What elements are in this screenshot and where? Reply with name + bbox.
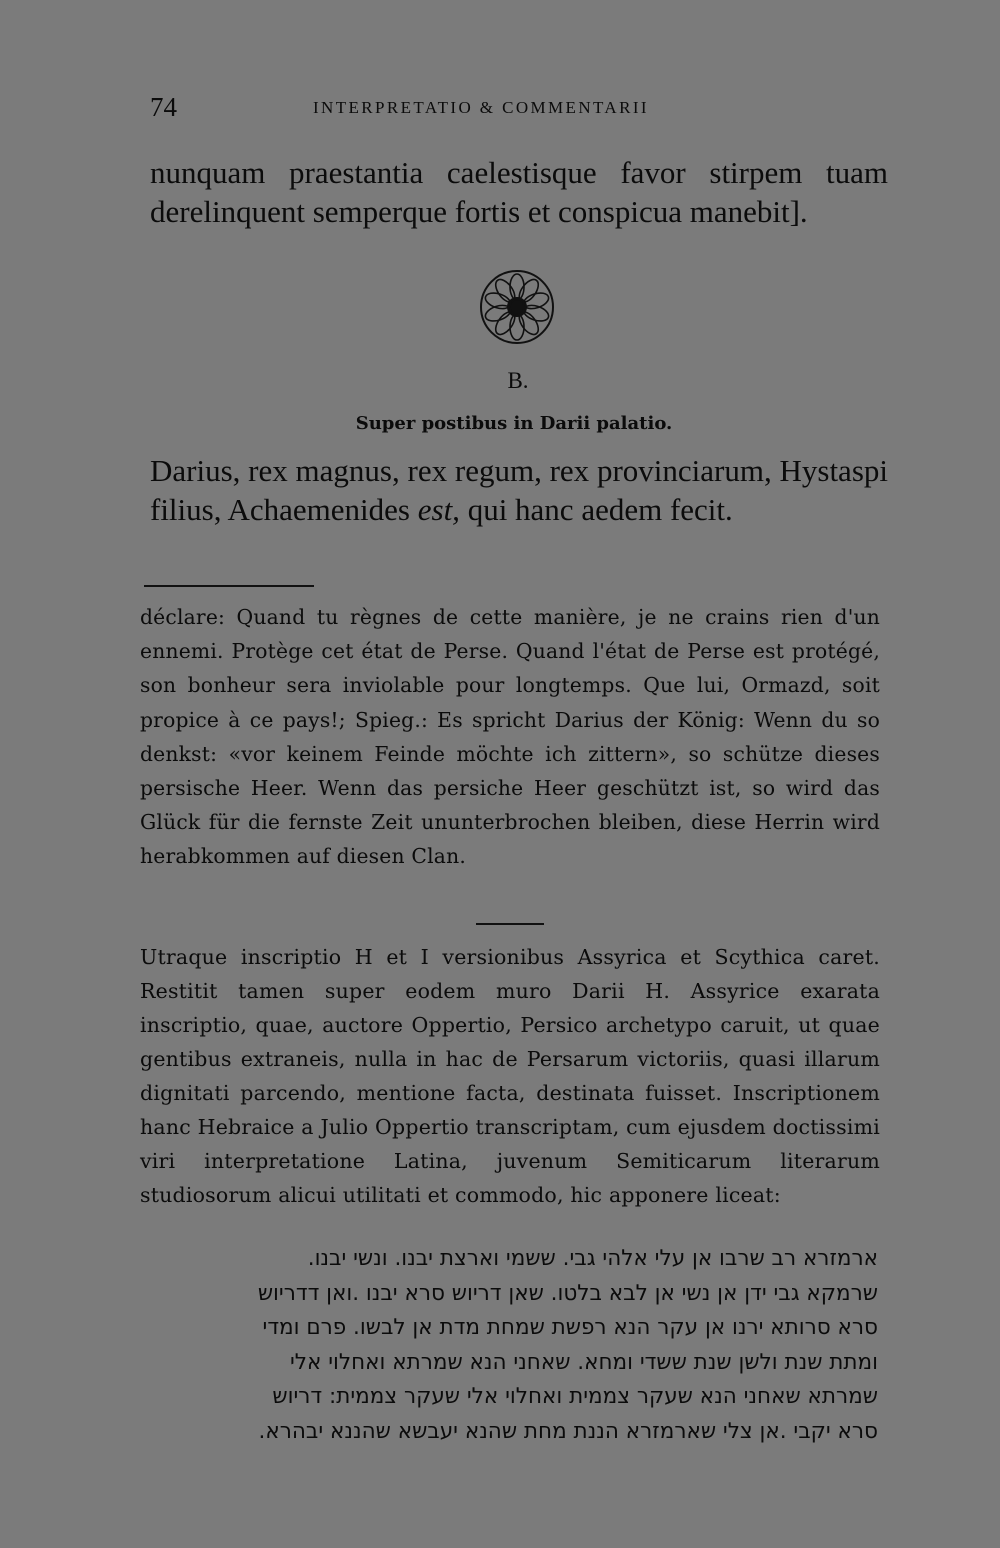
inscription-text-pre: Darius, rex magnus, rex regum, rex provinciarum, Hystaspi filius, Achaemenides — [150, 453, 888, 527]
inscription-text-post: qui hanc aedem fecit. — [459, 491, 733, 527]
section-divider — [476, 923, 544, 925]
running-head: INTERPRETATIO & COMMENTARII — [313, 98, 649, 117]
page-number: 74 — [150, 92, 177, 122]
hebrew-line: ומתת שנת ולשן שנת ששדי ומחא. שאחני הנא שמרתא ואחלוי אלי — [289, 1349, 878, 1375]
hebrew-line: שמרתא שאחני הנא שעקר צממית ואחלוי אלי שעקר צממית: דריוש — [272, 1384, 878, 1409]
page-header — [150, 92, 885, 132]
commentary-paragraph: Utraque inscriptio H et I versionibus Assyrica et Scythica caret. Restitit tamen super eodem muro Darii H. Assyrice exarata inscriptio, quae, auctore Oppertio, Persico archetypo caruit, ut quae gentibus extraneis, nulla in hac de Persarum victoriis, quasi illarum dignitati parcendo, mentione facta, destinata fuisset. Inscriptionem hanc Hebraice a Julio Oppertio transcriptam, cum ejusdem doctissimi viri interpretatione Latina, juvenum Semiticarum literarum studiosorum alicui utilitati et commodo, hic apponere liceat: — [140, 945, 880, 1207]
section-title: Super postibus in Darii palatio. — [355, 413, 673, 434]
footnote-paragraph: déclare: Quand tu règnes de cette manière, je ne crains rien d'un ennemi. Protège cet état de Perse. Quand l'état de Perse est protégé, son bonheur sera inviolable pour longtemps. Que lui, Ormazd, soit propice à ce pays!; Spieg.: Es spricht Darius der König: Wenn du so denkst: «vor keinem Feinde möchte ich zittern», so schütze dieses persische Heer. Wenn das persiche Heer geschützt ist, so wird das Glück für die fernste Zeit ununterbrochen bleiben, diese Herrin wird herabkommen auf diesen Clan. — [140, 605, 880, 869]
inscription-translation — [150, 452, 888, 529]
footnote-rule — [144, 585, 314, 587]
section-letter: B. — [507, 368, 529, 393]
hebrew-line: ארמזרא רב שרבו אן עלי אלהי גבי. ששמי וארצת יבנו. ונשי יבנו. — [307, 1246, 878, 1271]
rosette-icon — [478, 268, 556, 346]
inscription-italic: est, — [417, 491, 460, 527]
hebrew-line: שרמקא גבי ידן אן נשי אן לבא בלטו. שאן דריוש סרא יבנו .ואן דדריוש — [257, 1280, 878, 1306]
hebrew-transcription — [138, 1242, 878, 1449]
hebrew-line: סרא סרותא ירנו אן עקר הנא רפשת שמחת מדת אן לבשו. פרם ומדי — [262, 1315, 878, 1340]
hebrew-line: סרא יקבי .אן צלי שארמזרא הננת מחת שהנא יעבשא שהננא יבהרא. — [258, 1418, 878, 1444]
continuation-paragraph: nunquam praestantia caelestisque favor stirpem tuam derelinquent semperque fortis et conspicua manebit]. — [150, 155, 888, 229]
